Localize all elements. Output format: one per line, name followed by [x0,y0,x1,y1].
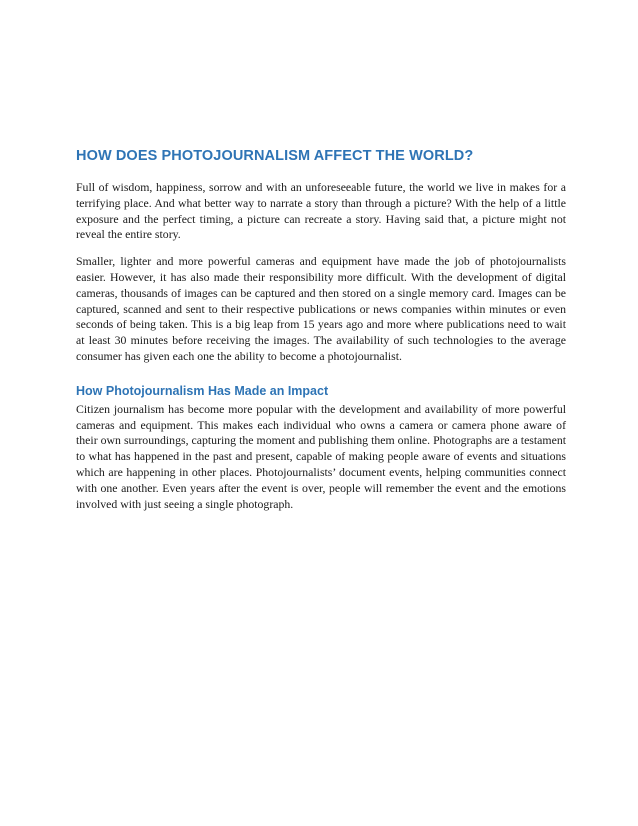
document-title: HOW DOES PHOTOJOURNALISM AFFECT THE WORLD? [76,148,474,164]
intro-paragraph-2: Smaller, lighter and more powerful cameras and equipment have made the job of photojournalists easier. However, it has also made their responsibility more difficult. With the development of digital cameras, thousands of images can be captured and then stored on a single memory card. Images can be captured, scanned and sent to their respective publications or news companies within minutes or even seconds of being taken. This is a big leap from 15 years ago and more where publications need to wait at least 30 minutes before receiving the images. The availability of such technologies to the average consumer has given each one the ability to become a photojournalist. [76,254,566,363]
intro-paragraph-1: Full of wisdom, happiness, sorrow and with an unforeseeable future, the world we live in makes for a terrifying place. And what better way to narrate a story than through a picture? With the help of a little exposure and the perfect timing, a picture can recreate a story. Having said that, a picture might not reveal the entire story. [76,180,566,242]
document-content [76,147,566,512]
section-heading: How Photojournalism Has Made an Impact [76,383,329,398]
section-paragraph: Citizen journalism has become more popular with the development and availability of more powerful cameras and equipment. This makes each individual who owns a camera or camera phone aware of their own surroundings, capturing the moment and publishing them online. Photographs are a testament to what has happened in the past and present, capable of making people aware of events and situations which are happening in other places. Photojournalists’ document events, helping communities connect with one another. Even years after the event is over, people will remember the event and the emotions involved with just seeing a single photograph. [76,401,566,511]
